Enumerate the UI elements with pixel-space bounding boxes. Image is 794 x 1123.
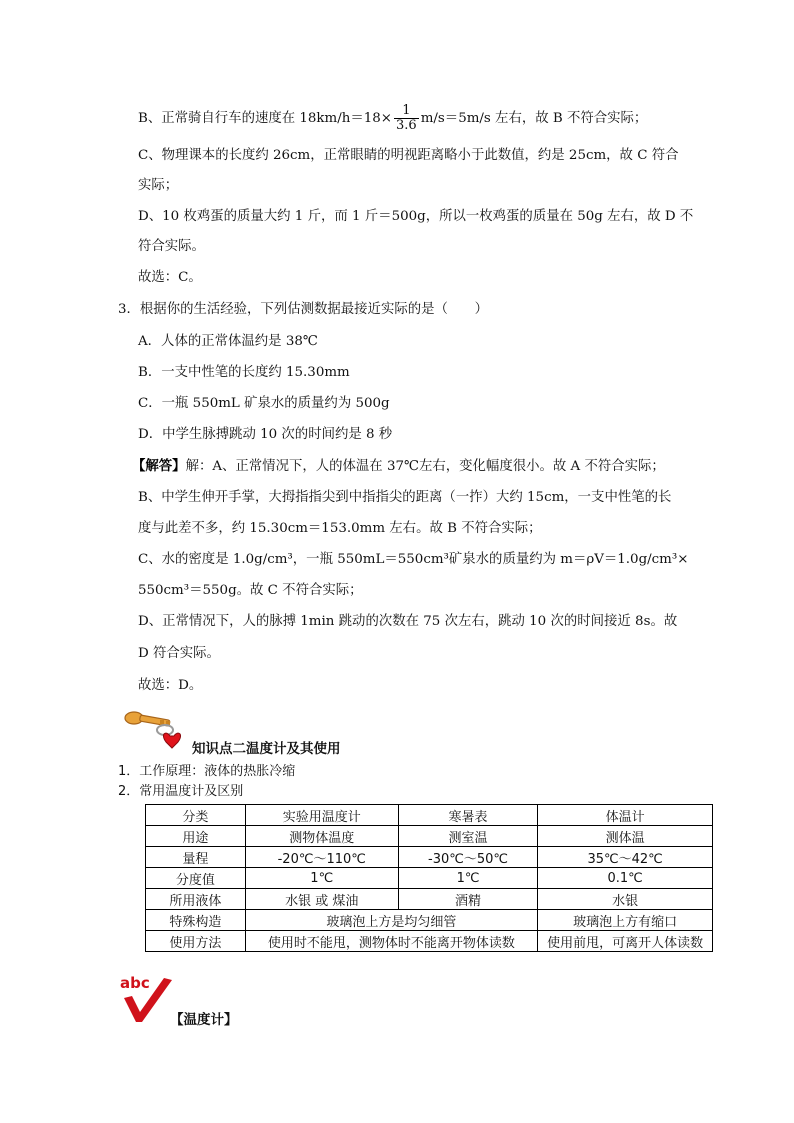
question-3-option-c: C．一瓶 550mL 矿泉水的质量约为 500g (138, 396, 390, 411)
solution-b-line1: B、中学生伸开手掌，大拇指指尖到中指指尖的距离（一拃）大约 15cm，一支中性笔的长 (138, 490, 672, 505)
question-3-option-a: A．人体的正常体温约是 38℃ (138, 334, 318, 349)
solution-b-line2: 度与此差不多，约 15.30cm＝153.0mm 左右。故 B 不符合实际； (138, 521, 542, 536)
knowledge-heading: 知识点二温度计及其使用 (192, 741, 341, 757)
paragraph-d-line2: 符合实际。 (138, 239, 205, 254)
table-row (146, 889, 713, 910)
paragraph-d-line1: D、10 枚鸡蛋的质量大约 1 斤，而 1 斤＝500g，所以一枚鸡蛋的质量在 50g 左右，故 D 不 (138, 209, 694, 224)
section-title: 【温度计】 (170, 1012, 238, 1028)
solution-d-line1: D、正常情况下，人的脉搏 1min 跳动的次数在 75 次左右，跳动 10 次的时间接近 8s。故 (138, 614, 678, 629)
paragraph-b (138, 104, 647, 133)
table-row (146, 805, 713, 826)
knowledge-item-1: 1．工作原理：液体的热胀冷缩 (118, 764, 296, 779)
table-cell: -30℃～50℃ (398, 847, 537, 868)
table-cell: 实验用温度计 (245, 805, 398, 826)
solution-c-line2: 550cm³＝550g。故 C 不符合实际； (138, 583, 363, 598)
solution-d-line2: D 符合实际。 (138, 646, 220, 661)
solution-a-text: 解：A、正常情况下，人的体温在 37℃左右，变化幅度很小。故 A 不符合实际； (185, 459, 665, 474)
table-cell: 玻璃泡上方有缩口 (538, 910, 713, 931)
solution-a (132, 456, 665, 477)
table-cell: 使用前甩，可离开人体读数 (538, 931, 713, 952)
table-cell: 特殊构造 (146, 910, 246, 931)
table-cell: 测体温 (538, 826, 713, 847)
solution-tag: 【解答】 (132, 458, 186, 474)
table-cell: 35℃～42℃ (538, 847, 713, 868)
knowledge-item-2: 2．常用温度计及区别 (118, 784, 244, 799)
table-cell: -20℃～110℃ (245, 847, 398, 868)
table-cell: 0.1℃ (538, 868, 713, 889)
table-row (146, 826, 713, 847)
table-cell: 寒暑表 (398, 805, 537, 826)
table-cell: 体温计 (538, 805, 713, 826)
abc-icon-text: abc (120, 974, 150, 992)
question-3-option-b: B．一支中性笔的长度约 15.30mm (138, 365, 350, 380)
table-cell: 所用液体 (146, 889, 246, 910)
answer-c: 故选：C。 (138, 270, 202, 285)
table-cell: 玻璃泡上方是均匀细管 (245, 910, 538, 931)
table-cell: 水银 或 煤油 (245, 889, 398, 910)
question-3-option-d: D．中学生脉搏跳动 10 次的时间约是 8 秒 (138, 427, 393, 442)
table-cell: 分类 (146, 805, 246, 826)
table-row (146, 847, 713, 868)
table-cell: 用途 (146, 826, 246, 847)
table-cell: 测室温 (398, 826, 537, 847)
paragraph-c-line2: 实际； (138, 178, 179, 193)
table-row (146, 910, 713, 931)
b-text-part1: B、正常骑自行车的速度在 18km/h＝18× (138, 111, 393, 126)
b-text-part2: m/s＝5m/s 左右，故 B 不符合实际； (420, 111, 648, 126)
table-cell: 分度值 (146, 868, 246, 889)
table-row (146, 868, 713, 889)
paragraph-c-line1: C、物理课本的长度约 26cm，正常眼睛的明视距离略小于此数值，约是 25cm，故 C 符合 (138, 148, 679, 163)
abc-checkmark-icon (118, 972, 178, 1024)
solution-c-line1: C、水的密度是 1.0g/cm³，一瓶 550mL＝550cm³矿泉水的质量约为 m＝ρV＝1.0g/cm³× (138, 552, 689, 567)
table-row (146, 931, 713, 952)
key-heart-icon (122, 706, 188, 754)
table-cell: 使用时不能甩，测物体时不能离开物体读数 (245, 931, 538, 952)
table-cell: 使用方法 (146, 931, 246, 952)
answer-d: 故选：D。 (138, 678, 203, 693)
table-cell: 测物体温度 (245, 826, 398, 847)
table-cell: 1℃ (398, 868, 537, 889)
question-3-stem: 3．根据你的生活经验，下列估测数据最接近实际的是（ ） (118, 302, 489, 317)
thermometer-table (145, 804, 713, 952)
table-cell: 酒精 (398, 889, 537, 910)
table-cell: 水银 (538, 889, 713, 910)
fraction: $\frac{1}{3.6}$ (396, 103, 417, 133)
table-cell: 1℃ (245, 868, 398, 889)
table-cell: 量程 (146, 847, 246, 868)
